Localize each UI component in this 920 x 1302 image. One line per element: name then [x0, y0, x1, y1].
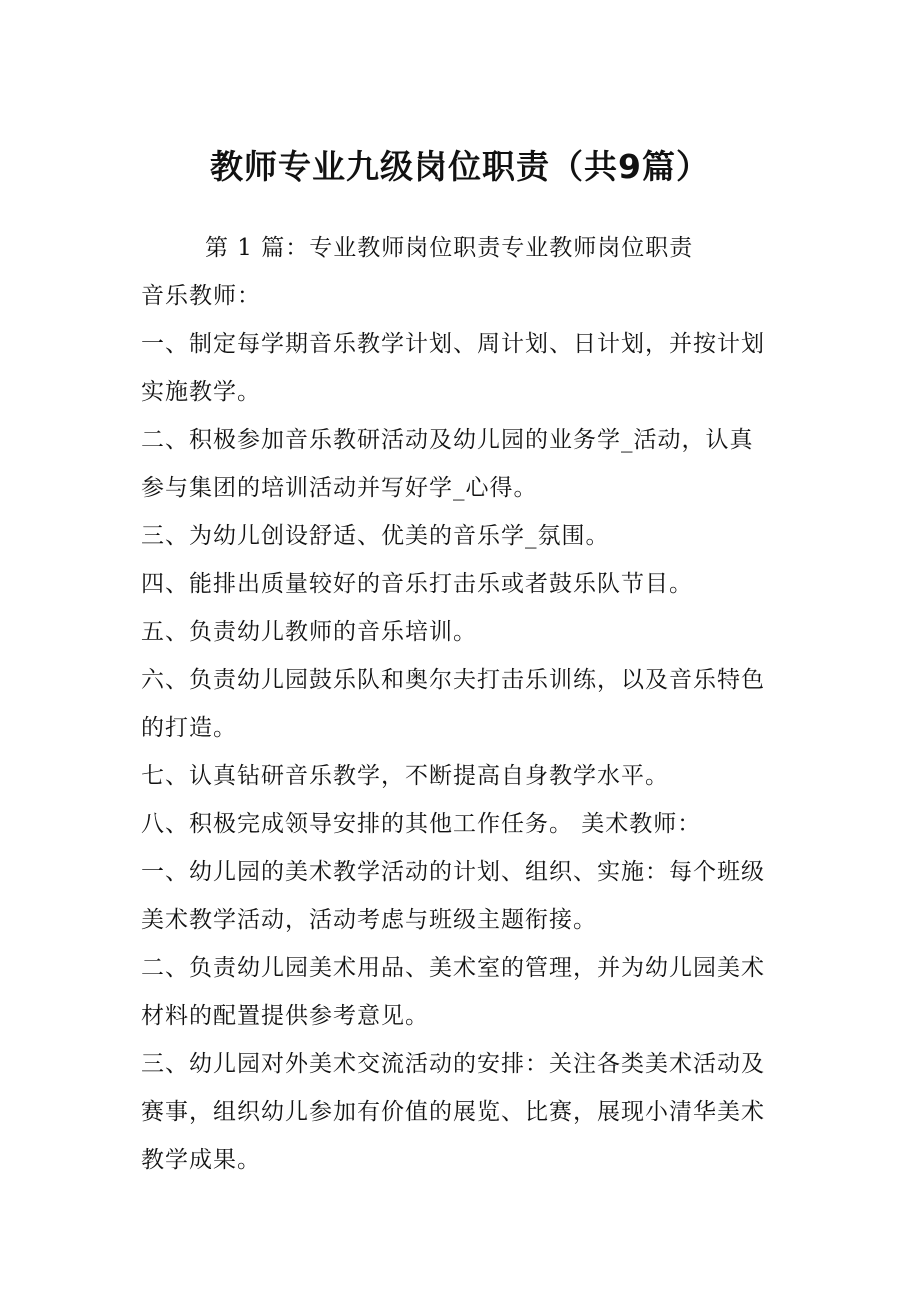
paragraph-line: 四、能排出质量较好的音乐打击乐或者鼓乐队节目。 [141, 571, 693, 597]
paragraph-line: 材料的配置提供参考意见。 [141, 1003, 429, 1029]
paragraph-line: 实施教学。 [141, 379, 261, 405]
paragraph-line: 七、认真钻研音乐教学，不断提高自身教学水平。 [141, 763, 669, 789]
paragraph-line: 八、积极完成领导安排的其他工作任务。 美术教师： [141, 811, 702, 837]
paragraph-line: 三、为幼儿创设舒适、优美的音乐学_氛围。 [141, 523, 610, 549]
paragraph-line: 二、负责幼儿园美术用品、美术室的管理，并为幼儿园美术 [141, 955, 765, 981]
subsection-heading-music-teacher: 音乐教师： [141, 283, 261, 309]
paragraph-line: 五、负责幼儿教师的音乐培训。 [141, 619, 477, 645]
paragraph-line: 教学成果。 [141, 1147, 261, 1173]
paragraph-line: 六、负责幼儿园鼓乐队和奥尔夫打击乐训练，以及音乐特色 [141, 667, 765, 693]
paragraph-line: 一、幼儿园的美术教学活动的计划、组织、实施：每个班级 [141, 859, 765, 885]
section-heading: 第 1 篇：专业教师岗位职责专业教师岗位职责 [205, 235, 694, 261]
paragraph-line: 赛事，组织幼儿参加有价值的展览、比赛，展现小清华美术 [141, 1099, 765, 1125]
document-title: 教师专业九级岗位职责（共9篇） [210, 147, 710, 186]
paragraph-line: 参与集团的培训活动并写好学_心得。 [141, 475, 538, 501]
paragraph-line: 一、制定每学期音乐教学计划、周计划、日计划，并按计划 [141, 331, 765, 357]
paragraph-line: 的打造。 [141, 715, 237, 741]
document-body [141, 224, 786, 1184]
paragraph-line: 美术教学活动，活动考虑与班级主题衔接。 [141, 907, 597, 933]
paragraph-line: 三、幼儿园对外美术交流活动的安排：关注各类美术活动及 [141, 1051, 765, 1077]
paragraph-line: 二、积极参加音乐教研活动及幼儿园的业务学_活动，认真 [141, 427, 754, 453]
